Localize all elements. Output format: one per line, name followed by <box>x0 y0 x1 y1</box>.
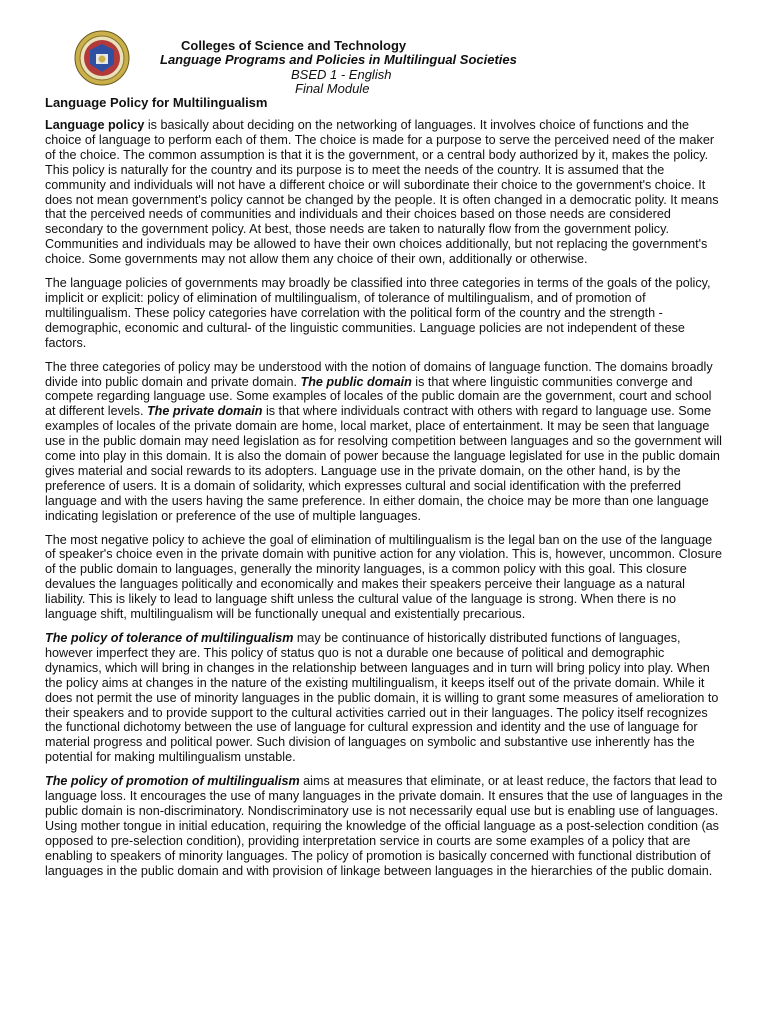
paragraph-elimination: The most negative policy to achieve the goal of elimination of multilingualism is the legal ban on the use of the language of speaker's choice even in the private domain with punitive action for any violation. This is, however, uncommon. Closure of the public domain to languages, generally the minority languages, is a common policy with this goal. This closure devalues the languages politically and economically and makes their speakers perceive their language as a natural liability. This is likely to lead to language shift unless the cultural value of the language is strong. When there is no language shift, multilingualism will be functionally unequal and existentially precarious. <box>45 532 722 622</box>
page-title: Language Policy for Multilingualism <box>45 95 268 110</box>
term-language-policy: Language policy <box>45 118 145 132</box>
term-promotion-policy: The policy of promotion of multilingualism <box>45 774 300 789</box>
paragraph-tolerance: The policy of tolerance of multilingualism may be continuance of historically distributed functions of languages, however imperfect they are. This policy of status quo is not a durable one because of political and demographic dynamics, which will bring in changes in the relationship between languages and in turn will bring policy into play. When the policy aims at changes in the nature of the existing multilingualism, it keeps itself out of the private domain. While it does not permit the use of minority languages in the public domain, it is willing to grant some measures of amelioration to their speakers and to provide support to the cultural activities carried out in their languages. The policy itself recognizes the functional dichotomy between the use of language for cultural expression and identity and the use of language for material progress and political power. Such division of languages on symbolic and substantive use inherently has the potential for making multilingualism unstable. <box>45 631 719 765</box>
paragraph-domains: The three categories of policy may be understood with the notion of domains of language function. The domains broadly divide into public domain and private domain. The public domain is that where linguistic communities converge and compete regarding language use. Some examples of locales of the public domain are the government, court and school at different levels. The private domain is that where individuals contract with others with regard to language use. Some examples of locales of the private domain are home, local market, place of entertainment. It may be seen that language use in the public domain may need legislation as for resolving competition between languages and so the government will come into play in this domain. It is also the domain of power because the language legislated for use in the public domain gives material and social rewards to its adopters. Language use in the private domain, on the other hand, is by the preference of users. It is a domain of solidarity, which expresses cultural and social identification with the preferred language and with the users having the same preference. In either domain, the choice may be more than one language indicating legislation or preference of the use of multiple languages. <box>45 359 722 523</box>
college-seal-icon <box>74 30 130 86</box>
course-title: Language Programs and Policies in Multilingual Societies <box>160 52 517 67</box>
institution-name: Colleges of Science and Technology <box>181 38 407 53</box>
term-tolerance-policy: The policy of tolerance of multilingualism <box>45 631 294 645</box>
document-body <box>45 118 723 888</box>
paragraph-promotion: The policy of promotion of multilingualism aims at measures that eliminate, or at least reduce, the factors that lead to language loss. It encourages the use of many languages in the private domain. It ensures that the use of languages in the public domain is non-discriminatory. Nondiscriminatory use is not necessarily equal use but is enabling use of languages. Using mother tongue in initial education, requiring the knowledge of the official language as a post-selection condition (as opposed to pre-selection condition), providing interpretation service in courts are some examples of a policy that are enabling to speakers of minority languages. The policy of promotion is basically concerned with functional distribution of languages in the public domain and with provision of linkage between languages in the hierarchies of the public domain. <box>45 774 723 878</box>
term-public-domain: The public domain <box>300 374 412 389</box>
paragraph-language-policy: Language policy is basically about deciding on the networking of languages. It involves choice of functions and the choice of language to perform each of them. The choice is made for a purpose to serve the perceived need of the maker of the choice. The common assumption is that it is the government, or a central body authorized by it, makes the policy. This policy is naturally for the country and its purpose is to meet the needs of the country. It is assumed that the community and individuals will not have a different choice or will subordinate their choice to the government's choice. It does not mean government's policy cannot be changed by the people. It is often changed in a democratic polity. It means that the perceived needs of communities and individuals and their choices based on those needs are considered secondary to the government policy. At best, those needs are taken to naturally flow from the government policy. Communities and individuals may be allowed to have their own choices additionally, but not replacing the government's choice. Some governments may not allow them any choice of their own, additionally or otherwise. <box>45 118 719 267</box>
program-label: BSED 1 - English <box>291 67 392 82</box>
term-private-domain: The private domain <box>146 404 263 419</box>
module-label: Final Module <box>295 81 370 96</box>
paragraph-policy-categories: The language policies of governments may broadly be classified into three categories in terms of the goals of the policy, implicit or explicit: policy of elimination of multilingualism, of tolerance of multilingualism, and of promotion of multilingualism. These policy categories have correlation with the political form of the country and the strength -demographic, economic and cultural- of the linguistic communities. Language policies are not independent of these factors. <box>45 276 711 350</box>
